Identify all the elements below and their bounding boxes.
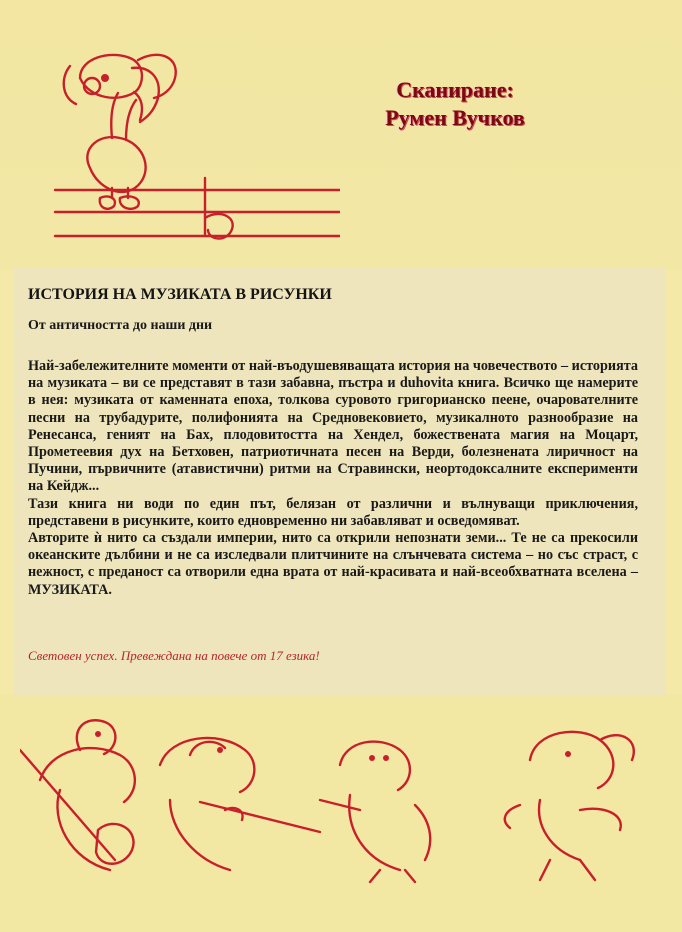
scan-credit bbox=[360, 76, 550, 132]
book-title: ИСТОРИЯ НА МУЗИКАТА В РИСУНКИ bbox=[28, 286, 332, 303]
scan-credit-label: Сканиране: bbox=[396, 77, 514, 102]
book-subtitle: От античността до наши дни bbox=[28, 318, 213, 333]
book-description bbox=[28, 358, 638, 599]
scan-credit-name: Румен Вучков bbox=[385, 105, 525, 130]
vulture-band-illustration bbox=[20, 710, 665, 885]
vulture-on-staff-illustration bbox=[50, 48, 340, 248]
book-tagline: Световен успех. Превеждана на повече от 17 езика! bbox=[28, 648, 320, 663]
description-paragraph: Авторите ѝ нито са създали империи, нито са открили непознати земи... Те не са прекосили океанските дълбини и не са изследвали плитчините на слънчевата система – но със страст, с нежност, с преданост са отворили една врата от най-красивата и най-всеобхватната вселена – МУЗИКАТА. bbox=[28, 530, 638, 598]
description-paragraph: Най-забележителните моменти от най-въодушевяващата история на човечеството – историята на музиката – ви се представят в тази забавна, пъстра и duhovita книга. Всичко ще намерите в нея: музиката от каменната епоха, толкова суровото григорианско пеене, очарователните песни на трубадурите, полифонията на Средновековието, музикалното разнообразие на Ренесанса, геният на Бах, плодовитостта на Хендел, божествената магия на Моцарт, Прометеевия дух на Бетховен, патриотичната песен на Верди, болезнената лиричност на Пучини, първичните (атавистични) ритми на Стравински, неортодоксалните експерименти на Кейдж... bbox=[28, 358, 638, 495]
description-paragraph: Тази книга ни води по един път, белязан от различни и вълнуващи приключения, представени в рисунките, които едновременно ни забавляват и осведомяват. bbox=[28, 495, 638, 529]
